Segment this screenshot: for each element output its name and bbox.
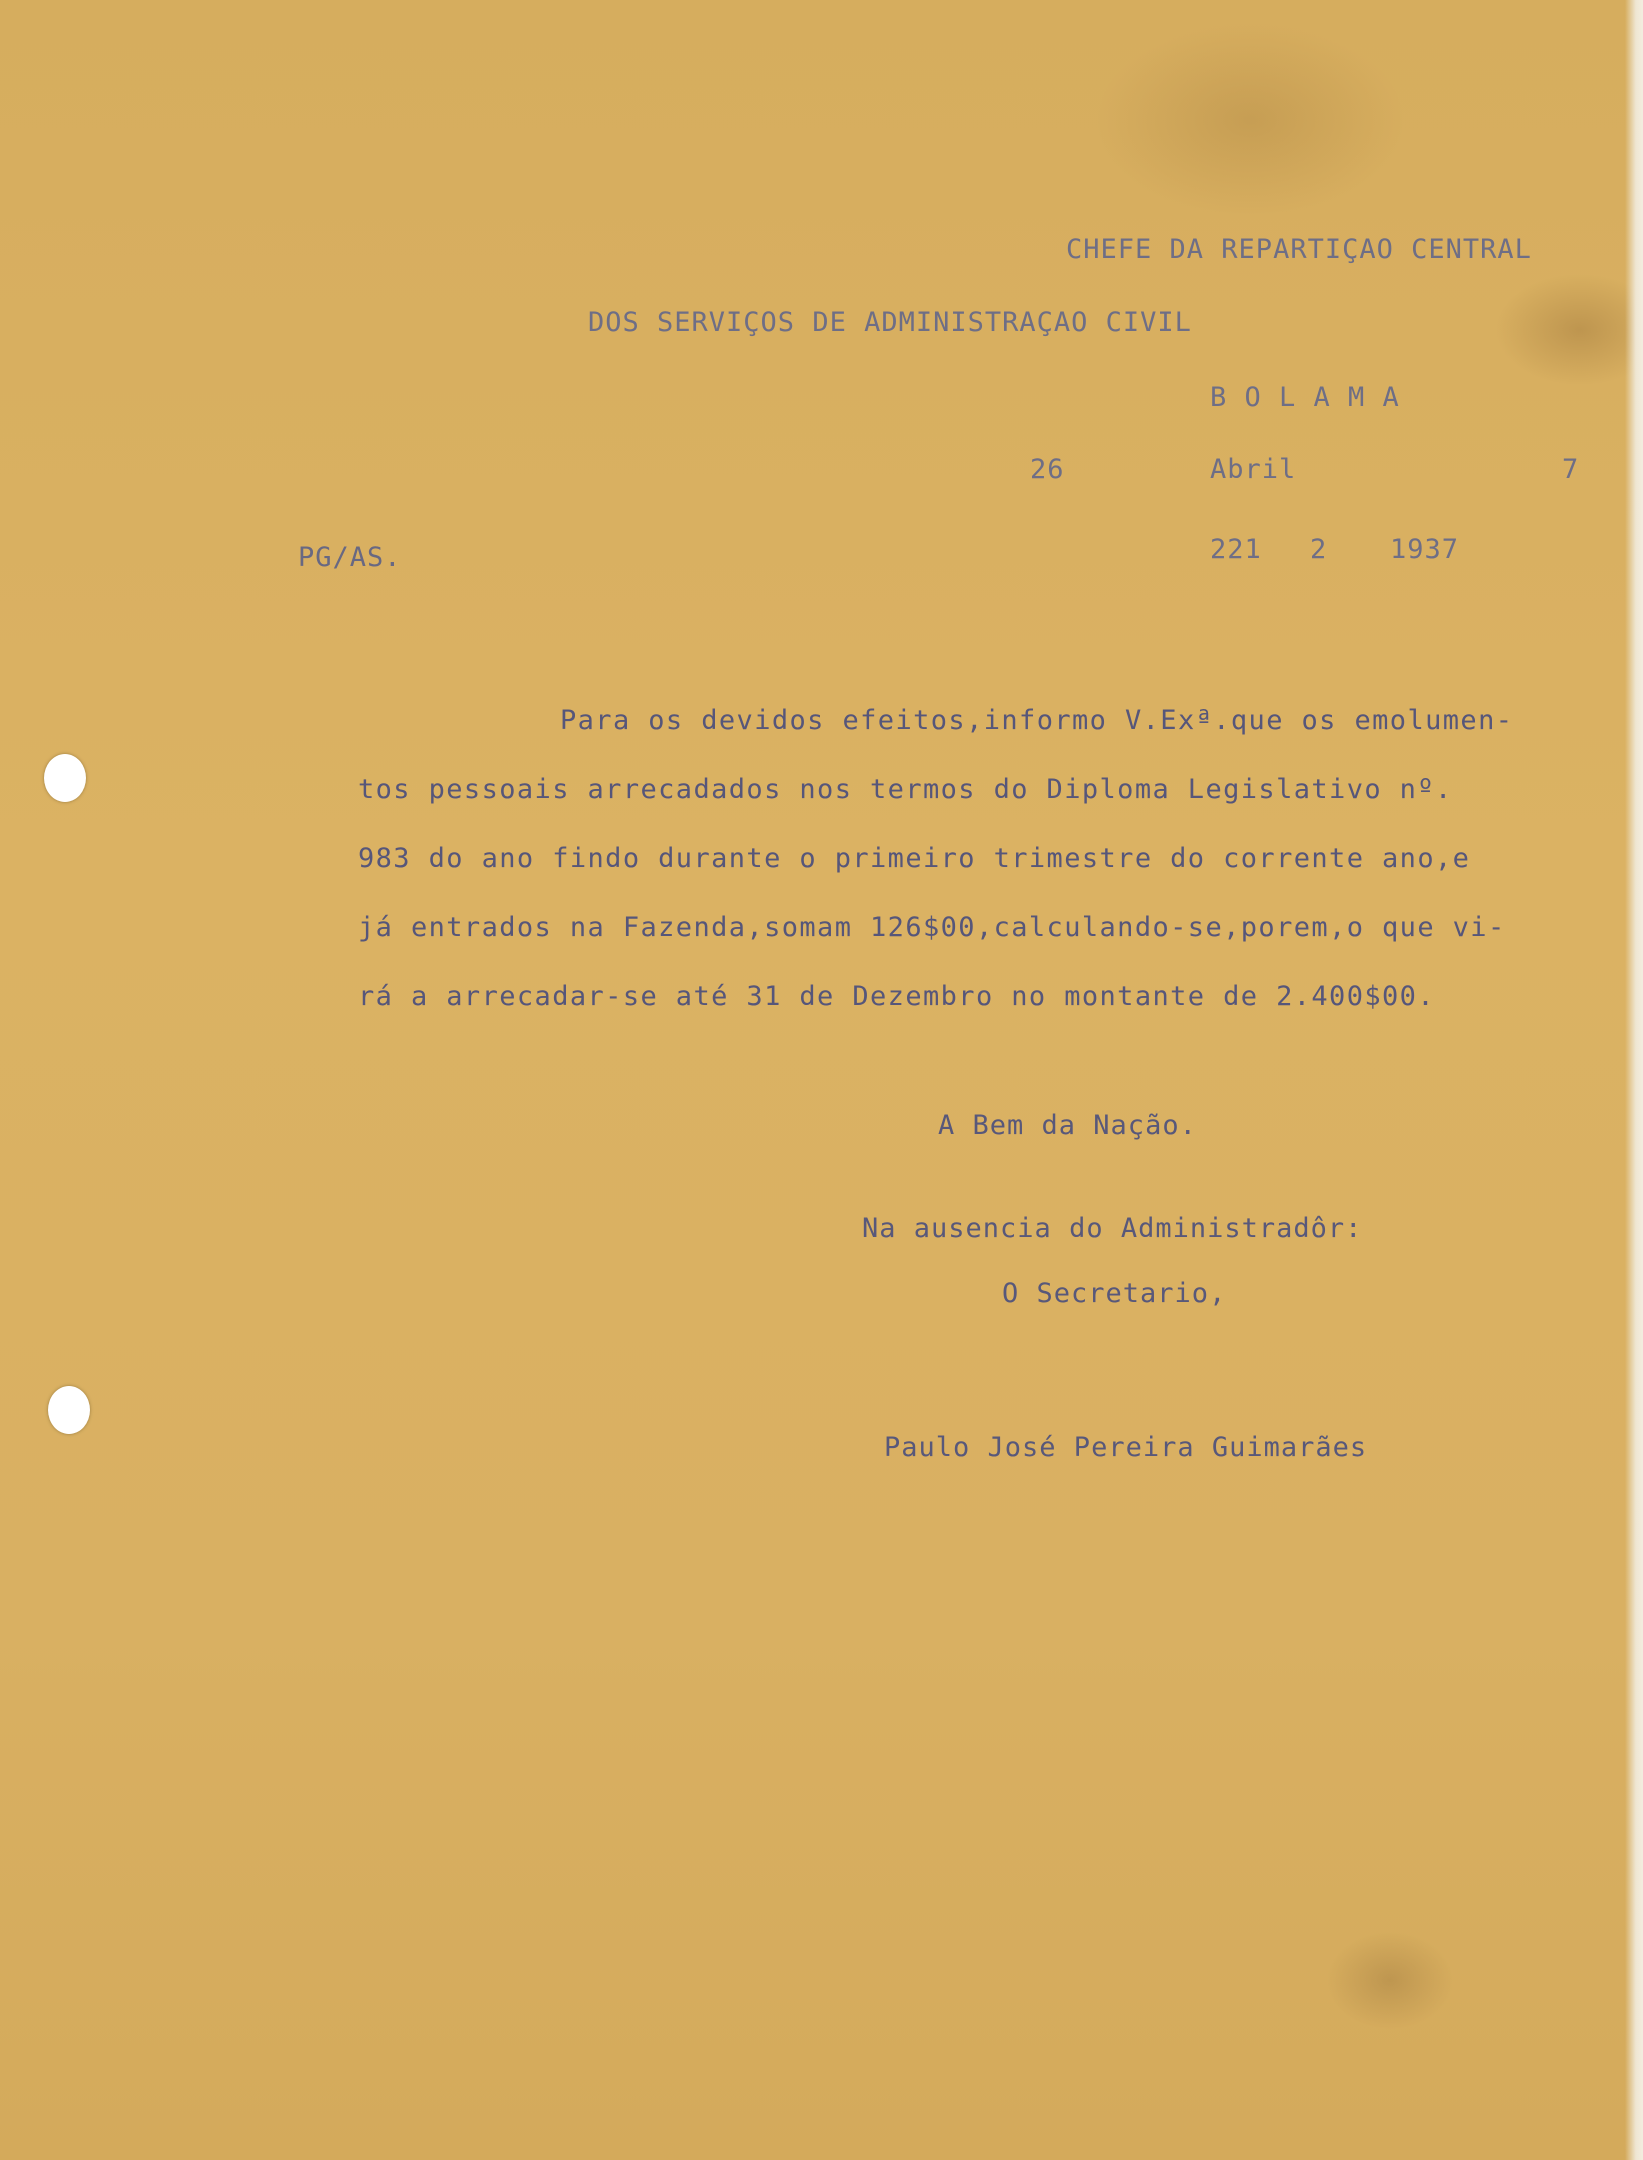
body-line-4: já entrados na Fazenda,somam 126$00,calculando-se,porem,o que vi-: [358, 912, 1506, 943]
reference-series: 2: [1310, 534, 1328, 565]
body-line-1: Para os devidos efeitos,informo V.Exª.que os emolumen-: [560, 705, 1514, 736]
year: 1937: [1390, 534, 1460, 565]
recipient-line-2: DOS SERVIÇOS DE ADMINISTRAÇAO CIVIL: [588, 307, 1192, 338]
salutation: A Bem da Nação.: [938, 1110, 1197, 1141]
reference-number: 221: [1210, 534, 1262, 565]
absence-note: Na ausencia do Administradôr:: [862, 1213, 1363, 1244]
date-day: 26: [1030, 454, 1065, 485]
punch-hole-top: [44, 754, 86, 802]
date-extra: 7: [1562, 454, 1580, 485]
punch-hole-bottom: [48, 1386, 90, 1434]
signatory-role: O Secretario,: [1002, 1278, 1227, 1309]
body-line-2: tos pessoais arrecadados nos termos do Diploma Legislativo nº.: [358, 774, 1453, 805]
body-line-5: rá a arrecadar-se até 31 de Dezembro no montante de 2.400$00.: [358, 981, 1435, 1012]
body-line-3: 983 do ano findo durante o primeiro trimestre do corrente ano,e: [358, 843, 1471, 874]
place-name: B O L A M A: [1210, 382, 1400, 413]
recipient-line-1: CHEFE DA REPARTIÇAO CENTRAL: [1066, 234, 1532, 265]
signatory-name: Paulo José Pereira Guimarães: [884, 1432, 1368, 1463]
reference-code: PG/AS.: [298, 542, 402, 573]
date-month: Abril: [1210, 454, 1297, 485]
paper-edge: [1625, 0, 1643, 2160]
